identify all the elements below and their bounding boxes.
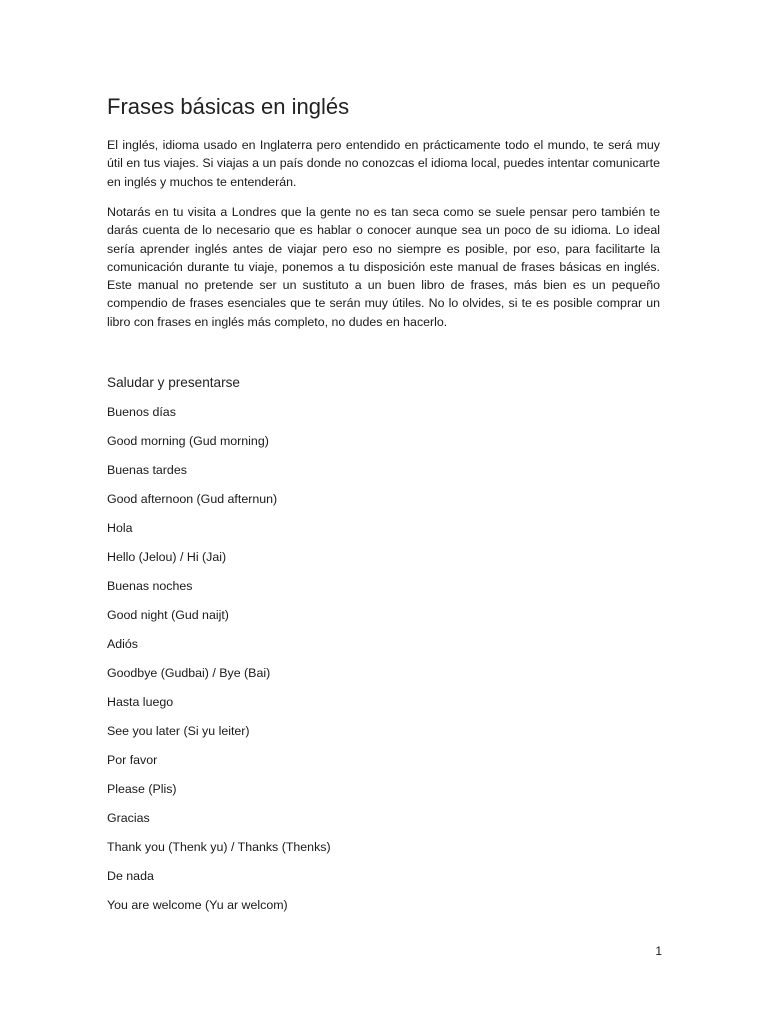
phrase-line: Hola <box>107 521 133 535</box>
phrase-line: See you later (Si yu leiter) <box>107 724 250 738</box>
phrase-list <box>107 402 660 924</box>
phrase-line: Please (Plis) <box>107 782 177 796</box>
phrase-line: Hello (Jelou) / Hi (Jai) <box>107 550 227 564</box>
phrase-line: Buenas tardes <box>107 463 187 477</box>
intro-paragraph: El inglés, idioma usado en Inglaterra pero entendido en prácticamente todo el mundo, te será muy útil en tus viajes. Si viajas a un país donde no conozcas el idioma local, puedes intentar comunicarte en inglés y muchos te entenderán. <box>107 138 660 189</box>
phrase-line: Goodbye (Gudbai) / Bye (Bai) <box>107 666 271 680</box>
phrase-line: Por favor <box>107 753 158 767</box>
phrase-line: You are welcome (Yu ar welcom) <box>107 898 288 912</box>
phrase-line: Adiós <box>107 637 138 651</box>
phrase-line: Thank you (Thenk yu) / Thanks (Thenks) <box>107 840 331 854</box>
phrase-line: Buenas noches <box>107 579 193 593</box>
phrase-line: Good afternoon (Gud afternun) <box>107 492 278 506</box>
london-paragraph: Notarás en tu visita a Londres que la gente no es tan seca como se suele pensar pero también te darás cuenta de lo necesario que es hablar o conocer aunque sea un poco de su idioma. Lo ideal sería aprender inglés antes de viajar pero eso no siempre es posible, por eso, para facilitarte la comunicación durante tu viaje, ponemos a tu disposición este manual de frases básicas en inglés. Este manual no pretende ser un sustituto a un buen libro de frases, más bien es un pequeño compendio de frases esenciales que te serán muy útiles. No lo olvides, si te es posible comprar un libro con frases en inglés más completo, no dudes en hacerlo. <box>107 205 660 329</box>
phrase-line: Buenos días <box>107 405 176 419</box>
phrase-line: Gracias <box>107 811 150 825</box>
phrase-line: De nada <box>107 869 154 883</box>
phrase-line: Good morning (Gud morning) <box>107 434 269 448</box>
phrase-line: Good night (Gud naijt) <box>107 608 229 622</box>
page-number: 1 <box>655 944 662 958</box>
phrase-line: Hasta luego <box>107 695 174 709</box>
page-title: Frases básicas en inglés <box>107 94 350 119</box>
section-heading: Saludar y presentarse <box>107 375 240 390</box>
